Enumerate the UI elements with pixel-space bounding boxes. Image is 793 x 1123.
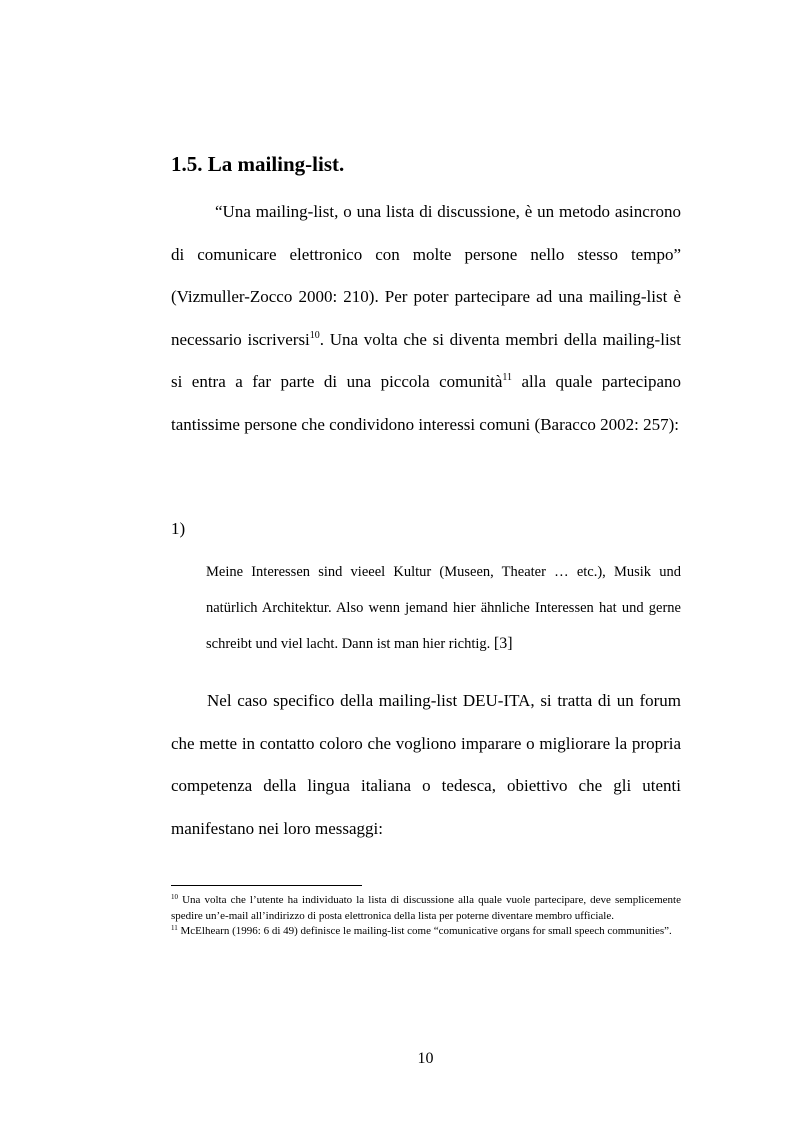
footnote-separator (171, 885, 362, 886)
footnote-number: 10 (171, 893, 178, 901)
paragraph-mailing-list-definition (171, 191, 681, 446)
paragraph-text-part-2: . Una volta che si diventa membri della mailing-list si entra a far parte di una piccola comunità (171, 329, 681, 391)
footnote-11 (171, 924, 681, 940)
footnote-number: 11 (171, 924, 178, 932)
paragraph-deu-ita-text: Nel caso specifico della mailing-list DEU-ITA, si tratta di un forum che mette in contatto coloro che vogliono imparare o migliorare la propria competenza della lingua italiana o tedesca, obiettivo che gli utenti manifestano nei loro messaggi: (171, 691, 681, 838)
example-quote-text: Meine Interessen sind vieeel Kultur (Museen, Theater … etc.), Musik und natürlich Architektur. Also wenn jemand hier ähnliche Interessen hat und gerne schreibt und viel lacht. Dann ist man hier richtig. (206, 564, 681, 652)
footnote-reference-11: 11 (502, 372, 513, 383)
paragraph-text-part-3: alla quale partecipano tantissime persone che condividono interessi comuni (Baracco 2002: 257): (171, 372, 681, 434)
footnote-reference-10: 10 (309, 329, 320, 341)
footnote-text: McElhearn (1996: 6 di 49) definisce le mailing-list come “comunicative organs for small speech communities”. (177, 925, 672, 937)
example-quote-reference: [3] (493, 635, 513, 652)
paragraph-deu-ita (171, 680, 681, 850)
footnotes (171, 893, 681, 940)
page-number: 10 (417, 1050, 434, 1067)
footnote-10 (171, 893, 681, 924)
paragraph-text-part-1: “Una mailing-list, o una lista di discussione, è un metodo asincrono di comunicare elettronico con molte persone nello stesso tempo” (Vizmuller-Zocco 2000: 210). Per poter partecipare ad una mailing-list è necessario iscriversi (171, 202, 681, 349)
footnote-text: Una volta che l’utente ha individuato la lista di discussione alla quale vuole partecipare, deve semplicemente spedire un’e-mail all’indirizzo di posta elettronica della lista per poterne diventare membro ufficiale. (171, 894, 681, 922)
example-quote (206, 554, 681, 662)
example-number: 1) (171, 519, 186, 538)
section-heading: 1.5. La mailing-list. (171, 152, 345, 176)
